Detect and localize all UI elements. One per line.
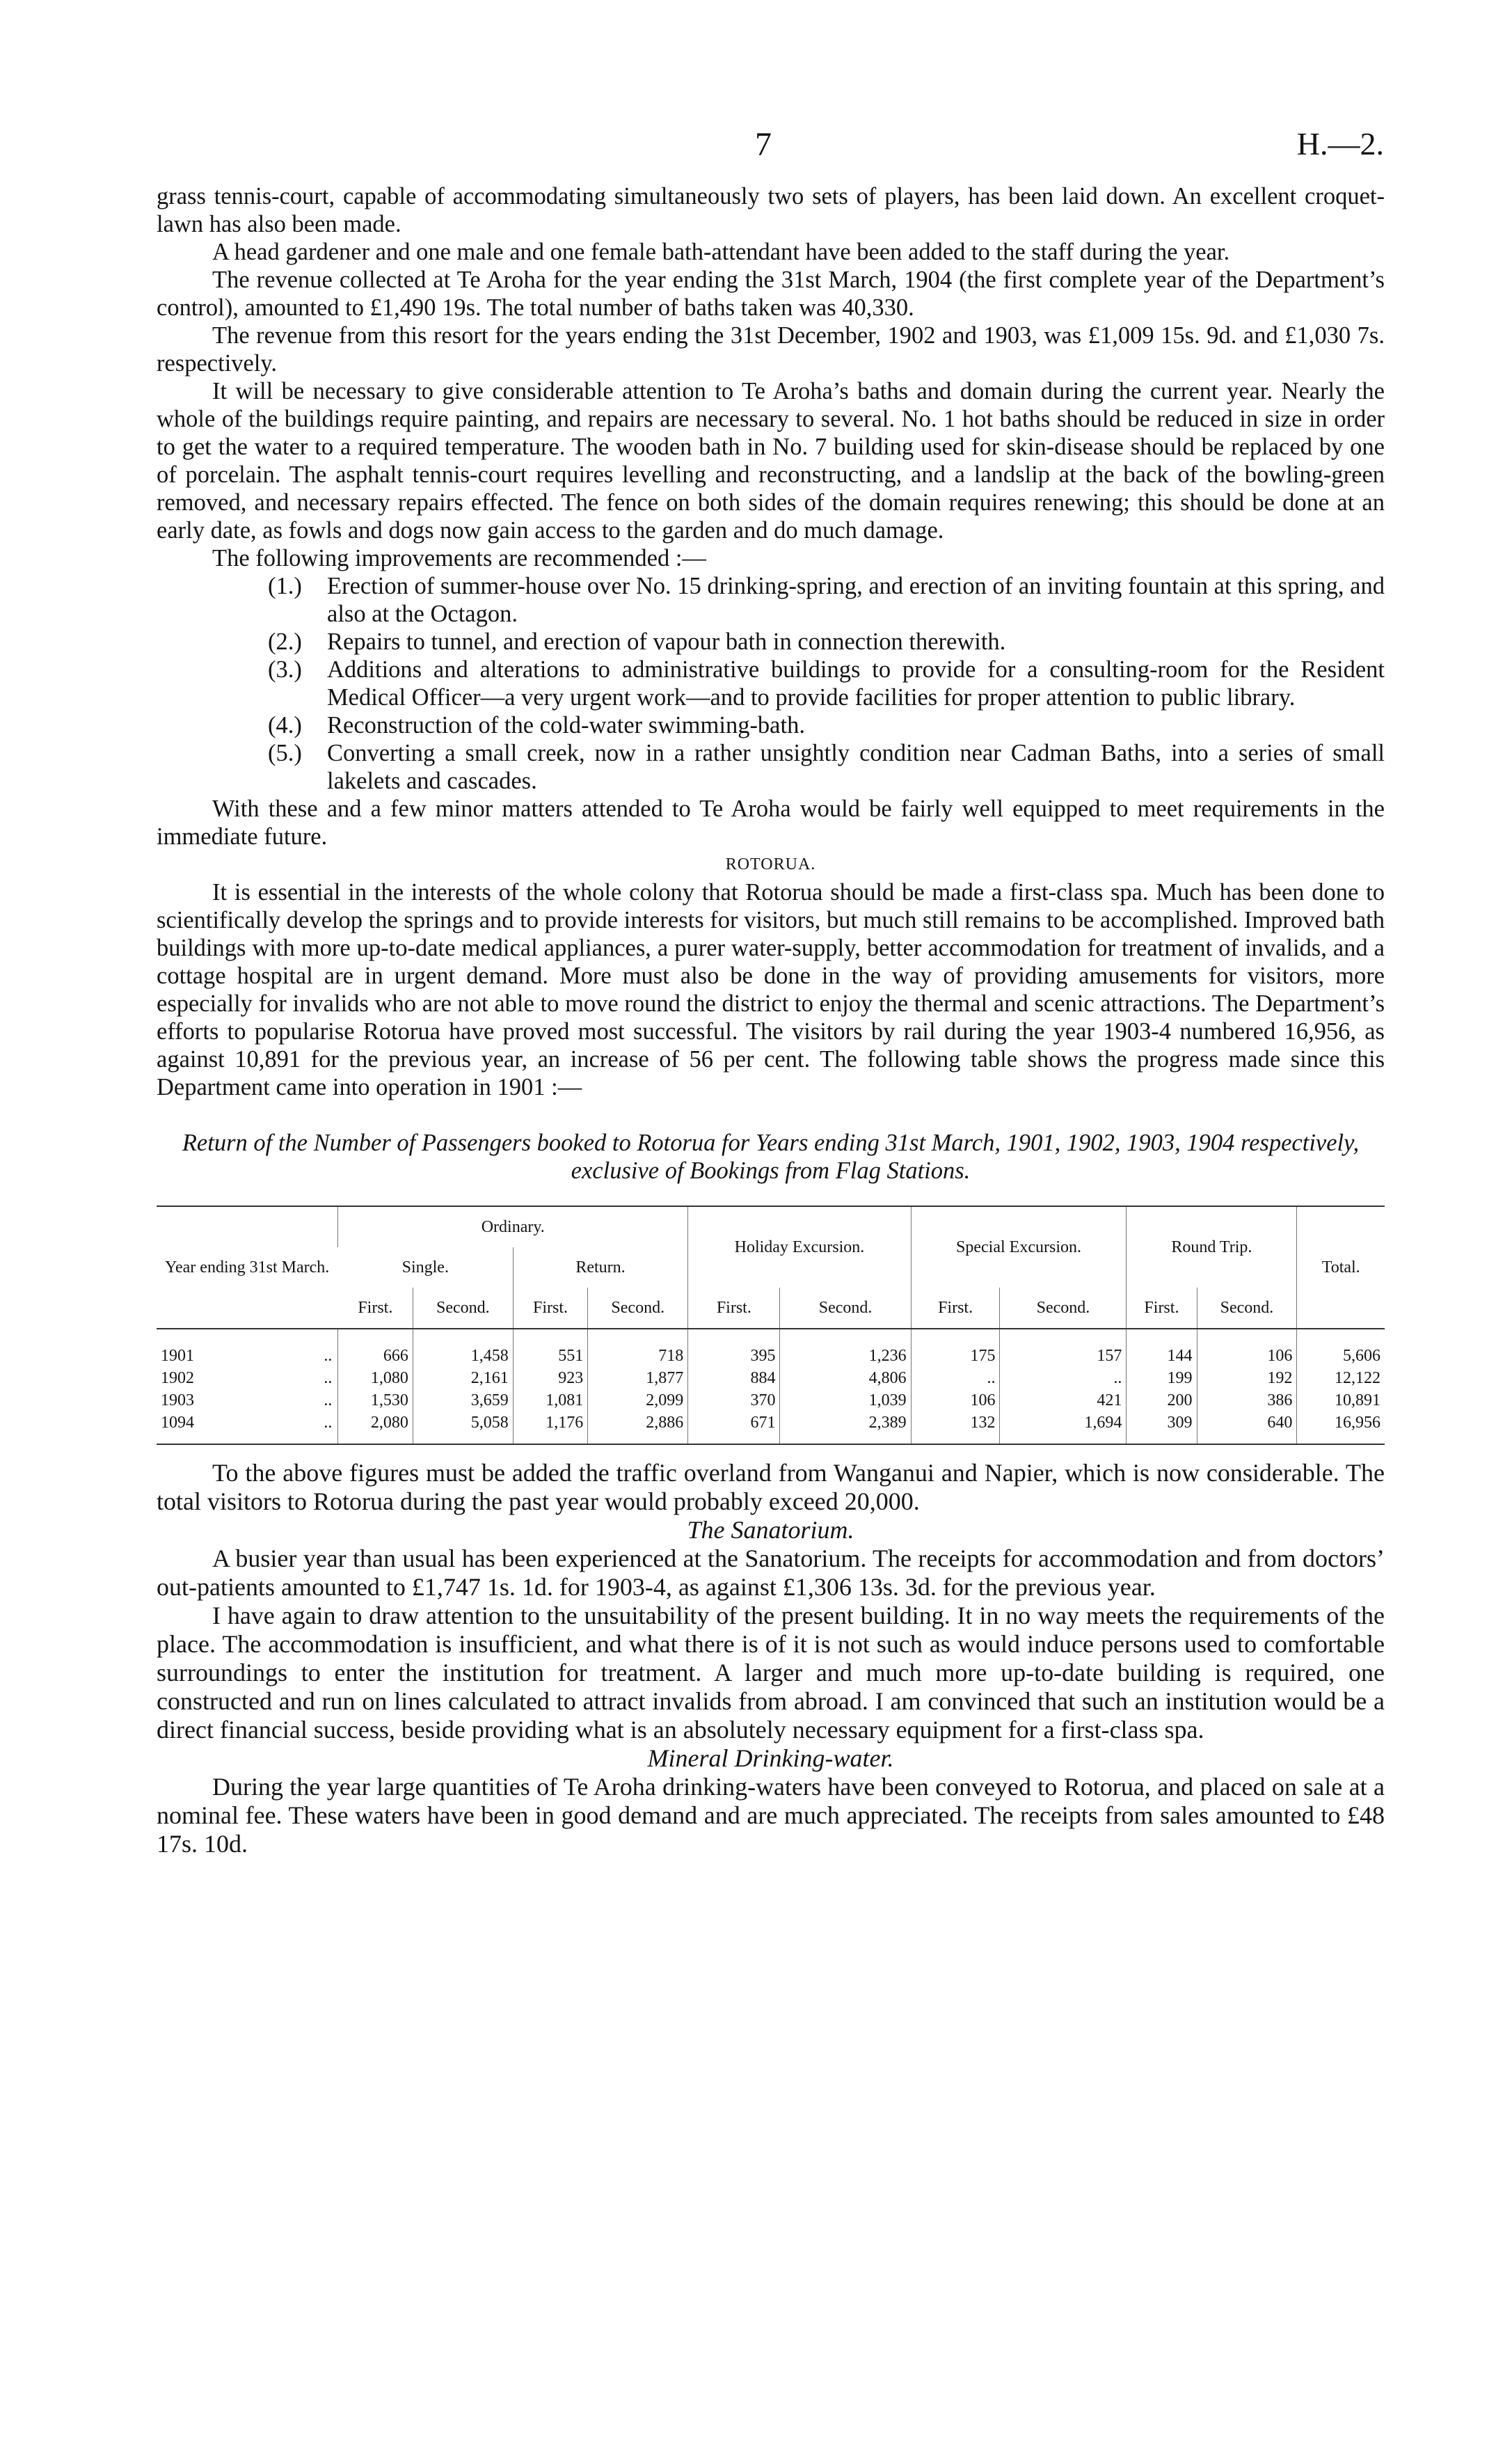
paragraph: I have again to draw attention to the unsuitability of the present building. It in no way meets the requirements of the place. The accommodation is insufficient, and what there is of it is not such as would induce persons used to comfortable surroundings to enter the institution for treatment. A larger and much more up-to-date building is required, one constructed and run on lines calculated to attract invalids from abroad. I am convinced that such an institution would be a direct financial success, beside providing what is an absolutely necessary equipment for a first-class spa. — [157, 1602, 1385, 1744]
page-reference: H.—2. — [1296, 126, 1384, 161]
table-cell: 2,389 — [780, 1412, 911, 1444]
table-row — [157, 1329, 1385, 1367]
table-cell: 5,058 — [413, 1412, 513, 1444]
year-cell: 1094 — [161, 1414, 194, 1432]
table-cell: 2,080 — [338, 1412, 413, 1444]
total-cell: 10,891 — [1297, 1389, 1385, 1412]
list-number: (1.) — [268, 573, 302, 599]
paragraph: It will be necessary to give considerable attention to Te Aroha’s baths and domain during the current year. Nearly the whole of the buildings require painting, and repairs are necessary to several. No. 1 hot baths should be reduced in size in order to get the water to a required temperature. The wooden bath in No. 7 building used for skin-disease should be replaced by one of porcelain. The asphalt tennis-court requires levelling and reconstructing, and a landslip at the back of the bowling-green removed, and necessary repairs effected. The fence on both sides of the domain requires renewing; this should be done at an early date, as fowls and dogs now gain access to the garden and do much damage. — [157, 378, 1385, 544]
list-text: Reconstruction of the cold-water swimming-bath. — [327, 712, 805, 738]
col-header-total: Total. — [1297, 1206, 1385, 1329]
table-cell: 884 — [688, 1367, 780, 1389]
col-header-first: First. — [513, 1288, 588, 1329]
table-caption: Return of the Number of Passengers booked to Rotorua for Years ending 31st March, 1901, 1902, 1903, 1904 respectively, exclusive of Bookings from Flag Stations. — [182, 1130, 1360, 1184]
list-item — [157, 656, 1385, 711]
paragraph: A head gardener and one male and one female bath-attendant have been added to the staff during the year. — [212, 239, 1230, 265]
col-header-round-trip: Round Trip. — [1127, 1206, 1297, 1288]
table-cell: 1,039 — [780, 1389, 911, 1412]
table-cell: 200 — [1127, 1389, 1197, 1412]
total-cell: 5,606 — [1297, 1329, 1385, 1367]
leader-dots: .. — [324, 1414, 333, 1432]
col-header-second: Second. — [588, 1288, 688, 1329]
table-cell: 2,161 — [413, 1367, 513, 1389]
year-cell: 1901 — [161, 1347, 194, 1365]
col-header-special: Special Excursion. — [911, 1206, 1127, 1288]
year-cell: 1903 — [161, 1391, 194, 1409]
year-cell: 1902 — [161, 1369, 194, 1387]
list-text: Additions and alterations to administrative buildings to provide for a consulting-room for the Resident Medical Officer—a very urgent work—and to provide facilities for proper attention to public library. — [327, 656, 1385, 711]
table-cell: 1,458 — [413, 1329, 513, 1367]
table-cell: 666 — [338, 1329, 413, 1367]
body-text — [157, 182, 1385, 1858]
list-number: (3.) — [268, 656, 302, 683]
paragraph: During the year large quantities of Te Aroha drinking-waters have been conveyed to Rotorua, and placed on sale at a nominal fee. These waters have been in good demand and are much appreciated. The receipts from sales amounted to £48 17s. 10d. — [157, 1773, 1385, 1858]
col-header-first: First. — [358, 1299, 393, 1317]
table-cell: 370 — [688, 1389, 780, 1412]
list-text: Erection of summer-house over No. 15 drinking-spring, and erection of an inviting fountain at this spring, and also at the Octagon. — [327, 573, 1385, 627]
paragraph: The following improvements are recommended :— — [212, 545, 706, 571]
col-header-single: Single. — [401, 1258, 449, 1277]
list-item — [157, 739, 1385, 795]
list-number: (5.) — [268, 740, 302, 766]
improvements-list — [157, 572, 1385, 795]
table-cell: 640 — [1197, 1412, 1297, 1444]
table-cell: 132 — [911, 1412, 1000, 1444]
list-number: (4.) — [268, 712, 302, 738]
list-text: Converting a small creek, now in a rather unsightly condition near Cadman Baths, into a series of small lakelets and cascades. — [327, 740, 1385, 794]
passenger-table — [157, 1206, 1385, 1445]
table-row — [157, 1389, 1385, 1412]
paragraph: The revenue collected at Te Aroha for the year ending the 31st March, 1904 (the first complete year of the Department’s control), amounted to £1,490 19s. The total number of baths taken was 40,330. — [157, 267, 1385, 321]
table-cell: 2,099 — [588, 1389, 688, 1412]
table-cell: 1,081 — [513, 1389, 588, 1412]
table-cell: .. — [1000, 1367, 1127, 1389]
table-cell: 551 — [513, 1329, 588, 1367]
col-header-second: Second. — [1197, 1288, 1297, 1329]
col-header-second: Second. — [780, 1288, 911, 1329]
col-header-holiday: Holiday Excursion. — [688, 1206, 911, 1288]
table-row — [157, 1412, 1385, 1444]
leader-dots: .. — [324, 1391, 333, 1409]
page-number: 7 — [755, 126, 772, 163]
table-cell: 1,176 — [513, 1412, 588, 1444]
leader-dots: .. — [324, 1347, 333, 1365]
col-header-ordinary: Ordinary. — [338, 1206, 688, 1247]
table-cell: 1,877 — [588, 1367, 688, 1389]
section-heading-rotorua: ROTORUA. — [725, 855, 816, 874]
list-item — [157, 628, 1385, 656]
table-cell: 1,530 — [338, 1389, 413, 1412]
leader-dots: .. — [324, 1369, 333, 1387]
table-row — [157, 1367, 1385, 1389]
table-cell: 106 — [911, 1389, 1000, 1412]
paragraph: grass tennis-court, capable of accommodating simultaneously two sets of players, has been laid down. An excellent croquet-lawn has also been made. — [157, 183, 1385, 237]
paragraph: To the above figures must be added the traffic overland from Wanganui and Napier, which is now considerable. The total visitors to Rotorua during the past year would probably exceed 20,000. — [157, 1459, 1385, 1515]
table-cell: 2,886 — [588, 1412, 688, 1444]
table-cell: 106 — [1197, 1329, 1297, 1367]
col-header-first: First. — [911, 1288, 1000, 1329]
table-cell: 671 — [688, 1412, 780, 1444]
col-header-year: Year ending 31st March. — [165, 1258, 330, 1277]
table-cell: 395 — [688, 1329, 780, 1367]
table-cell: 1,694 — [1000, 1412, 1127, 1444]
table-cell: 4,806 — [780, 1367, 911, 1389]
paragraph: A busier year than usual has been experienced at the Sanatorium. The receipts for accommodation and from doctors’ out-patients amounted to £1,747 1s. 1d. for 1903-4, as against £1,306 13s. 3d. for the previous year. — [157, 1544, 1385, 1601]
table-cell: 1,236 — [780, 1329, 911, 1367]
table-cell: 923 — [513, 1367, 588, 1389]
table-cell: 192 — [1197, 1367, 1297, 1389]
table-cell: 3,659 — [413, 1389, 513, 1412]
table-cell: 199 — [1127, 1367, 1197, 1389]
list-number: (2.) — [268, 629, 302, 655]
table-cell: 175 — [911, 1329, 1000, 1367]
table-cell: 421 — [1000, 1389, 1127, 1412]
table-cell: 309 — [1127, 1412, 1197, 1444]
list-text: Repairs to tunnel, and erection of vapour bath in connection therewith. — [327, 629, 1006, 655]
table-cell: 157 — [1000, 1329, 1127, 1367]
table-cell: 144 — [1127, 1329, 1197, 1367]
total-cell: 12,122 — [1297, 1367, 1385, 1389]
table-cell: .. — [911, 1367, 1000, 1389]
table-cell: 386 — [1197, 1389, 1297, 1412]
list-item — [157, 711, 1385, 739]
section-heading-mineral-water: Mineral Drinking-water. — [647, 1744, 894, 1772]
col-header-second: Second. — [413, 1288, 513, 1329]
total-cell: 16,956 — [1297, 1412, 1385, 1444]
paragraph: With these and a few minor matters attended to Te Aroha would be fairly well equipped to meet requirements in the immediate future. — [157, 796, 1385, 850]
table-cell: 1,080 — [338, 1367, 413, 1389]
list-item — [157, 572, 1385, 628]
col-header-return: Return. — [513, 1247, 687, 1288]
paragraph: It is essential in the interests of the whole colony that Rotorua should be made a first-class spa. Much has been done to scientifically develop the springs and to provide interests for visitors, but much still remains to be accomplished. Improved bath buildings with more up-to-date medical appliances, a purer water-supply, better accommodation for treatment of invalids, and a cottage hospital are in urgent demand. More must also be done in the way of providing amusements for visitors, more especially for invalids who are not able to move round the district to enjoy the thermal and scenic attractions. The Department’s efforts to popularise Rotorua have proved most successful. The visitors by rail during the year 1903-4 numbered 16,956, as against 10,891 for the previous year, an increase of 56 per cent. The following table shows the progress made since this Department came into operation in 1901 :— — [157, 879, 1385, 1100]
col-header-first: First. — [688, 1288, 780, 1329]
col-header-second: Second. — [1000, 1288, 1127, 1329]
col-header-first: First. — [1127, 1288, 1197, 1329]
table-cell: 718 — [588, 1329, 688, 1367]
section-heading-sanatorium: The Sanatorium. — [687, 1516, 854, 1544]
paragraph: The revenue from this resort for the years ending the 31st December, 1902 and 1903, was £1,009 15s. 9d. and £1,030 7s. respectively. — [157, 322, 1385, 377]
